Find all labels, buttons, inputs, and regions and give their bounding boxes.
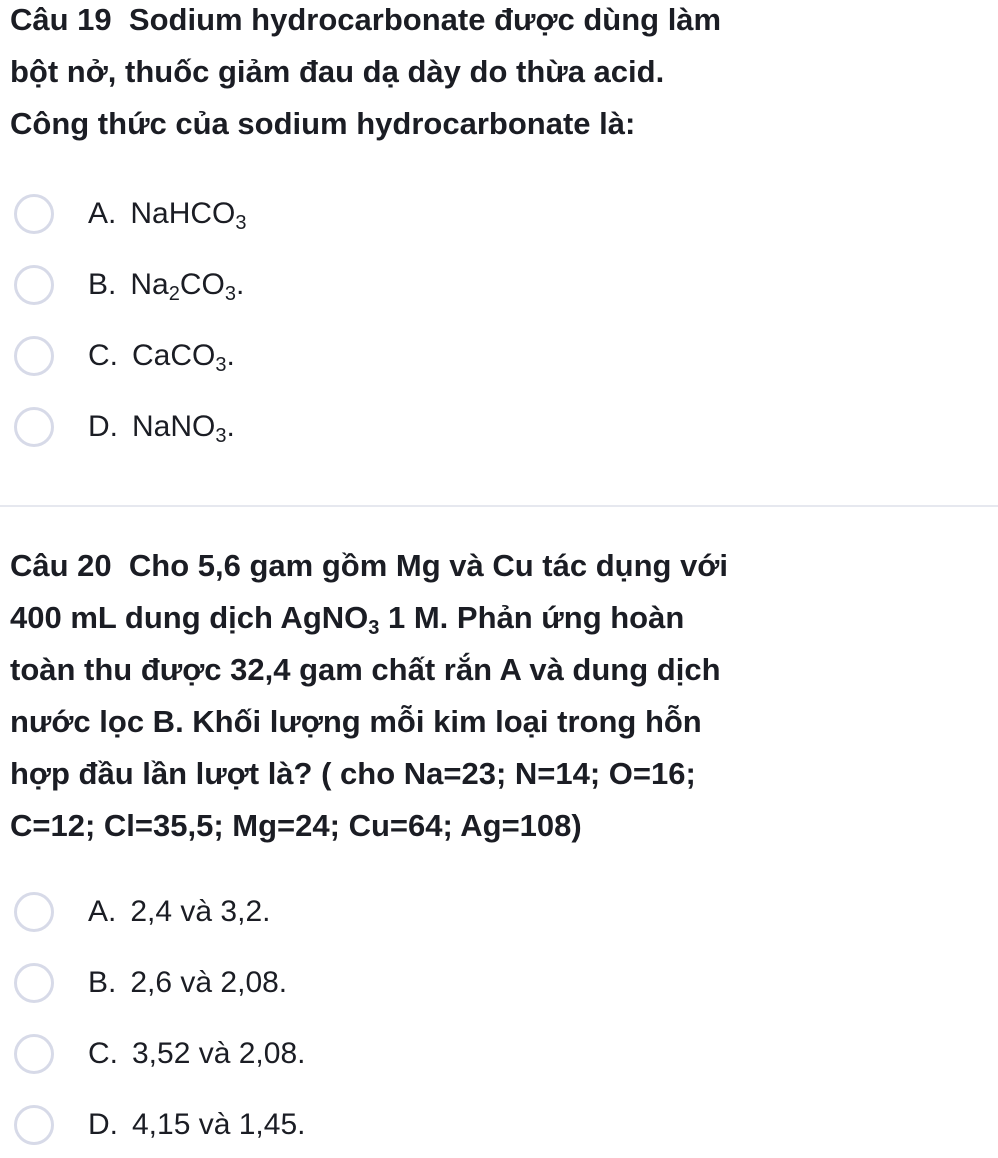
option-text: 3,52 và 2,08.: [132, 1037, 306, 1070]
question-19-line-3: Công thức của sodium hydrocarbonate là:: [10, 106, 636, 141]
option-letter: D.: [88, 1108, 118, 1141]
radio-button[interactable]: [14, 407, 54, 447]
question-20-line-3: toàn thu được 32,4 gam chất rắn A và dung dịch: [10, 652, 721, 687]
q20-option-b[interactable]: [14, 961, 914, 1005]
q19-option-a[interactable]: [14, 192, 914, 236]
radio-button[interactable]: [14, 1034, 54, 1074]
option-text: 4,15 và 1,45.: [132, 1108, 306, 1141]
radio-button[interactable]: [14, 1105, 54, 1145]
option-text: 2,6 và 2,08.: [130, 966, 288, 999]
option-letter: B.: [88, 268, 117, 301]
question-19-number: Câu 19: [10, 2, 112, 37]
q19-option-d[interactable]: [14, 405, 914, 449]
option-letter: A.: [88, 197, 117, 230]
question-19-line-2: bột nở, thuốc giảm đau dạ dày do thừa acid.: [10, 54, 665, 89]
q20-option-a[interactable]: [14, 890, 914, 934]
radio-button[interactable]: [14, 336, 54, 376]
option-letter: C.: [88, 339, 118, 372]
option-letter: A.: [88, 895, 117, 928]
question-20-line-1: Câu 20 Cho 5,6 gam gồm Mg và Cu tác dụng với: [10, 548, 728, 583]
radio-button[interactable]: [14, 265, 54, 305]
question-20-number: Câu 20: [10, 548, 112, 583]
radio-button[interactable]: [14, 892, 54, 932]
option-text: NaHCO$_3$: [130, 197, 247, 234]
option-text: $Na_2CO_3$.: [130, 268, 245, 305]
question-20-line-6: C=12; Cl=35,5; Mg=24; Cu=64; Ag=108): [10, 808, 582, 843]
q19-option-b[interactable]: [14, 263, 914, 307]
option-text: CaCO$_3$.: [132, 339, 235, 376]
question-20-line-5: hợp đầu lần lượt là? ( cho Na=23; N=14; O=16;: [10, 756, 696, 791]
option-letter: D.: [88, 410, 118, 443]
q20-option-d[interactable]: [14, 1103, 914, 1147]
question-20-line-4: nước lọc B. Khối lượng mỗi kim loại trong hỗn: [10, 704, 702, 739]
q19-option-c[interactable]: [14, 334, 914, 378]
question-19-line-1: Câu 19 Sodium hydrocarbonate được dùng làm: [10, 2, 722, 37]
option-text: NaNO$_3$.: [132, 410, 235, 447]
question-divider: [0, 505, 998, 507]
radio-button[interactable]: [14, 194, 54, 234]
q20-option-c[interactable]: [14, 1032, 914, 1076]
option-letter: C.: [88, 1037, 118, 1070]
radio-button[interactable]: [14, 963, 54, 1003]
option-letter: B.: [88, 966, 117, 999]
option-text: 2,4 và 3,2.: [130, 895, 271, 928]
question-20-line-2: 400 mL dung dịch AgNO$_3$ 1 M. Phản ứng hoàn: [10, 600, 685, 639]
